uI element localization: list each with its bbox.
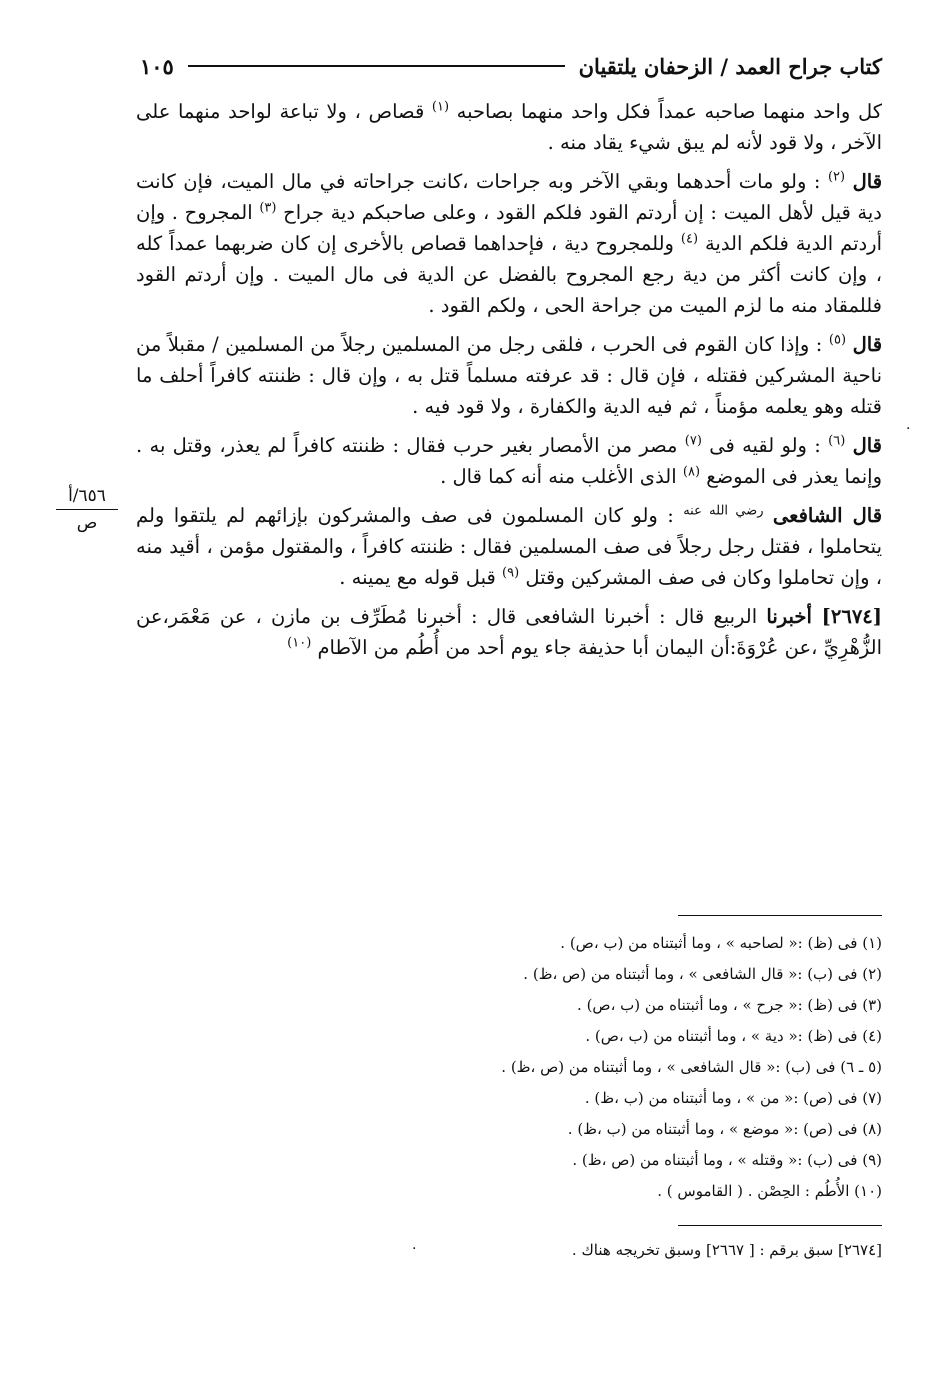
header-rule [188, 65, 565, 67]
paragraph-text: قصاص ، ولا تباعة لواحد منهما على الآخر ، ولا قود لأنه لم يبق شيء يقاد منه . [136, 100, 882, 154]
paragraph-5 [136, 500, 882, 593]
footnote-item: (٧) فى (ص) :« من » ، وما أثبتناه من (ب ،ظ) . [584, 1089, 882, 1107]
stray-mark: . [906, 417, 911, 433]
takhrij-note: [٢٦٧٤] سبق برقم : [ ٢٦٦٧] وسبق تخريجه هناك . [571, 1241, 882, 1259]
page-number: ١٠٥ [140, 53, 174, 79]
paragraph-text: الذى الأغلب منه أنه كما قال . [440, 465, 677, 488]
main-text [136, 96, 882, 671]
paragraph-text: مصر من الأمصار بغير حرب فقال : ظننته كافراً لم يعذر، وقتل به . وإنما يعذر فى الموضع [136, 434, 882, 488]
paragraph-lead: قال [852, 434, 882, 457]
paragraph-6 [136, 601, 882, 663]
paragraph-lead: قال [852, 170, 883, 193]
footnote-separator [678, 915, 882, 916]
folio-source: ص [76, 513, 98, 533]
footnote-item: (٢) فى (ب) :« قال الشافعى » ، وما أثبتناه من (ص ،ظ) . [523, 965, 882, 983]
footnote-item: (١٠) الأُطُم : الحِصْن . ( القاموس ) . [657, 1182, 882, 1200]
footnote-ref: (٩) [502, 565, 520, 581]
paragraph-text: قبل قوله مع يمينه . [339, 566, 496, 589]
paragraph-text: : وإذا كان القوم فى الحرب ، فلقى رجل من المسلمين رجلاً من المسلمين / مقبلاً من ناحية المشركين فقتله ، فإن قال : قد عرفته مسلماً قتل به ، وإن قال : ظننته كافراً أحلف ما قتله وهو يعلمه مؤمناً ، ثم فيه الدية والكفارة ، ولا قود فيه . [136, 333, 882, 418]
footnote-ref: (٤) [680, 231, 699, 247]
paragraph-3 [136, 329, 882, 422]
footnote-ref: (١) [431, 99, 450, 115]
footnote-item: (٥ ـ ٦) فى (ب) :« قال الشافعى » ، وما أثبتناه من (ص ،ظ) . [501, 1058, 882, 1076]
paragraph-text: : ولو كان المسلمون فى صف والمشركون بإزائهم لم يلتقوا ولم يتحاملوا ، فقتل رجل رجلاً فى صف المسلمين فقال : ظننته كافراً ، والمقتول مؤمن ، أقيد منه ، وإن تحاملوا وكان فى صف المشركين وقتل [136, 504, 882, 589]
running-header [140, 48, 882, 84]
manuscript-folio-note [56, 486, 118, 533]
paragraph-text: الربيع قال : أخبرنا الشافعى قال : أخبرنا مُطَرِّف بن مازن ، عن مَعْمَر،عن الزُّهْرِيِّ ،عن عُرْوَةَ:أن اليمان أبا حذيفة جاء يوم أحد من أُطُم من الآطام [136, 605, 882, 659]
footnote-ref: (٧) [684, 433, 702, 449]
folio-number: ٦٥٦/أ [56, 486, 118, 510]
paragraph-lead: قال [852, 333, 883, 356]
footnote-item: (٤) فى (ظ) :« دية » ، وما أثبتناه من (ب ،ص) . [585, 1027, 882, 1045]
footnote-item: (١) فى (ظ) :« لصاحبه » ، وما أثبتناه من (ب ،ص) . [560, 934, 882, 952]
paragraph-text: : ولو مات أحدهما وبقي الآخر وبه جراحات ،كانت جراحاته في مال الميت، فإن كانت دية قيل لأهل الميت : إن أردتم القود فلكم القود ، وعلى صاحبكم دية جراح [136, 170, 882, 224]
paragraph-text: : ولو لقيه فى [709, 434, 821, 457]
paragraph-text: وللمجروح دية ، فإحداهما قصاص بالأخرى إن كان ضربهما عمداً كله ، وإن كانت أكثر من دية رجع المجروح بالفضل عن الدية فى مال الميت . وإن أردتم القود فللمقاد منه ما لزم الميت من جراحة الحى ، ولكم القود . [136, 232, 882, 317]
footnote-ref: (٣) [259, 200, 277, 216]
paragraph-lead: قال الشافعى [772, 504, 883, 527]
footnote-ref: (٨) [682, 464, 701, 480]
footnote-item: (٩) فى (ب) :« وقتله » ، وما أثبتناه من (ص ،ظ) . [572, 1151, 882, 1169]
footnote-item: (٣) فى (ظ) :« جرح » ، وما أثبتناه من (ب ،ص) . [577, 996, 882, 1014]
paragraph-1 [136, 96, 882, 158]
paragraph-text: كل واحد منهما صاحبه عمداً فكل واحد منهما بصاحبه [456, 100, 882, 123]
footnote-ref: (٦) [828, 433, 846, 449]
footnote-ref: (١٠) [287, 635, 312, 651]
header-title: كتاب جراح العمد / الزحفان يلتقيان [578, 53, 882, 79]
takhrij-separator [678, 1225, 882, 1226]
hadith-number: [٢٦٧٤] أخبرنا [766, 605, 883, 628]
footnote-ref: (٢) [827, 169, 846, 185]
paragraph-4 [136, 430, 882, 492]
honorific-glyph: رضي الله عنه [683, 503, 764, 519]
paragraph-2 [136, 166, 882, 321]
stray-mark: . [412, 1237, 417, 1253]
footnote-item: (٨) فى (ص) :« موضع » ، وما أثبتناه من (ب ،ظ) . [567, 1120, 882, 1138]
footnote-ref: (٥) [828, 332, 847, 348]
paragraph-text: المجروح . وإن أردتم الدية فلكم الدية [136, 201, 883, 255]
footnotes [300, 928, 882, 1207]
